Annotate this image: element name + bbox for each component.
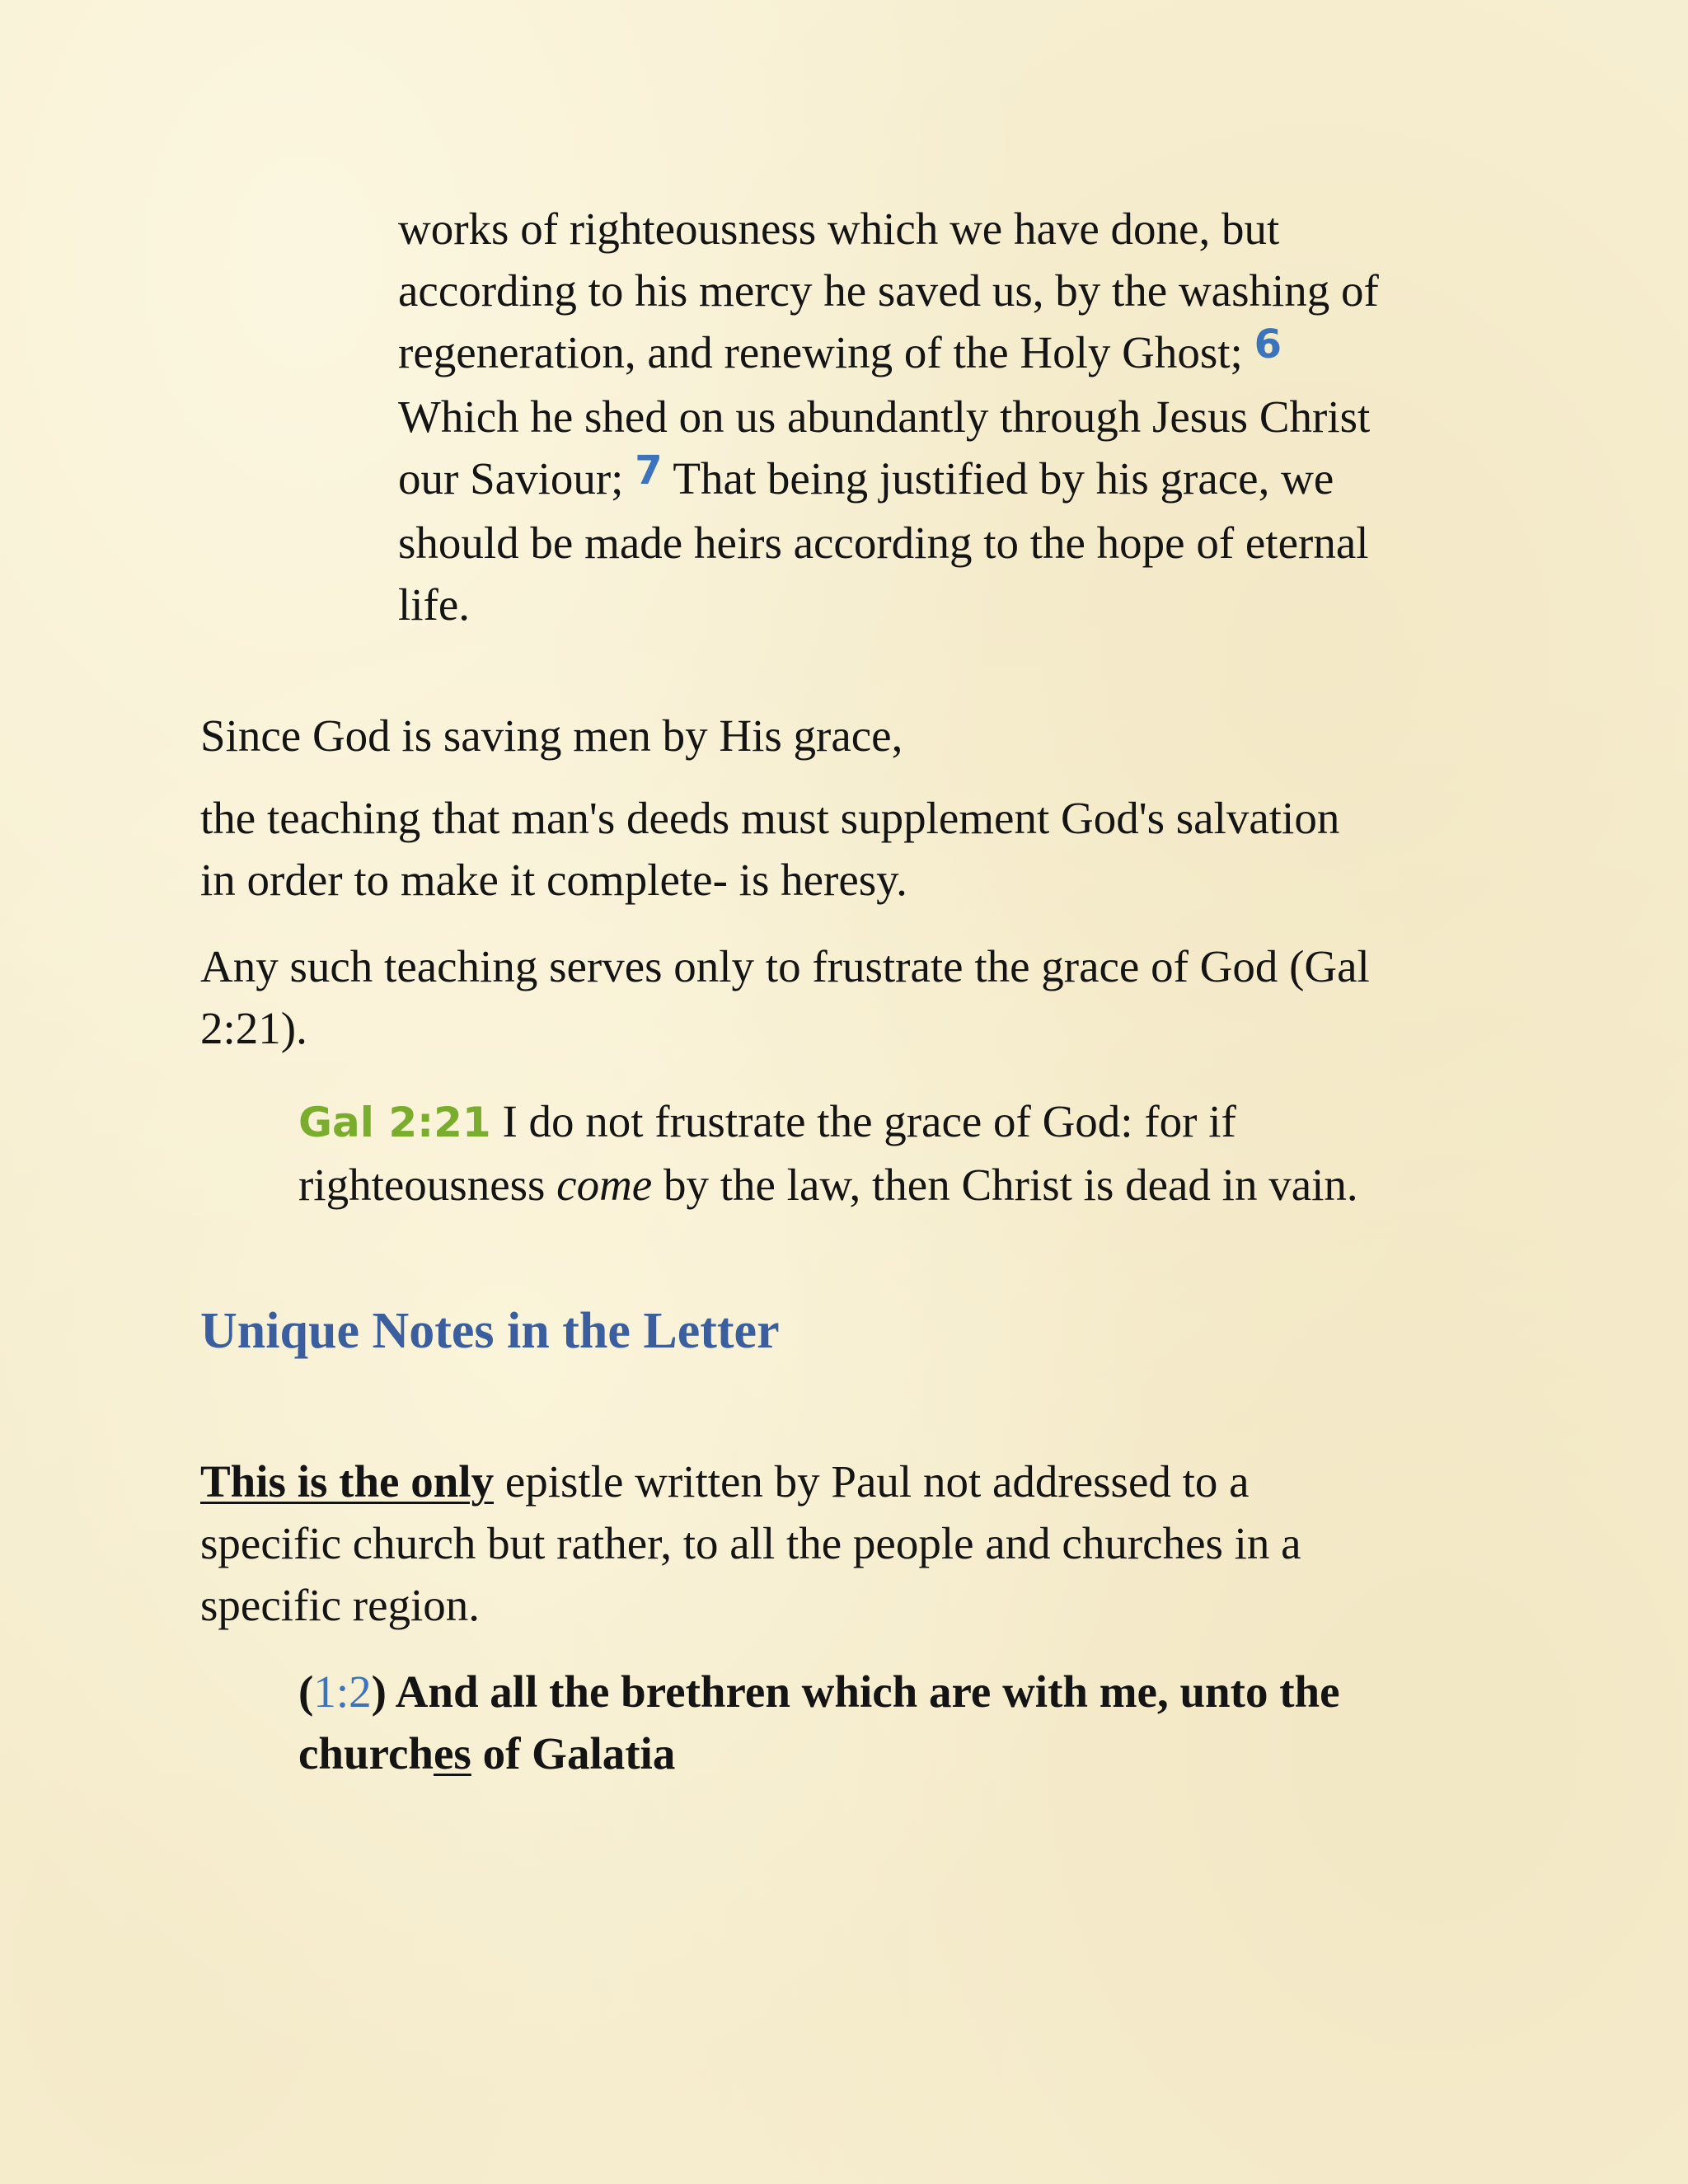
quote-text: righteousness	[298, 1160, 546, 1210]
emphasis-text: This is the only	[200, 1456, 495, 1507]
section-heading: Unique Notes in the Letter	[200, 1303, 780, 1359]
galatians-quote-block	[298, 1090, 1535, 1216]
paragraph-line	[200, 1451, 1519, 1512]
quote-line: life.	[398, 579, 471, 630]
quote-line	[298, 1090, 1535, 1154]
quote-line: Which he shed on us abundantly through Jesus Christ	[398, 391, 1371, 442]
quote-line: should be made heirs according to the hope of eternal	[398, 518, 1369, 568]
verse-number-7: 7	[635, 448, 663, 494]
scripture-reference: 1:2	[313, 1666, 372, 1717]
quote-line	[298, 1154, 1535, 1216]
titus-quote-block	[398, 198, 1536, 635]
quote-text: ) And all the brethren which are with me, unto the	[371, 1666, 1340, 1717]
quote-text: our Saviour;	[398, 453, 624, 504]
paragraph-grace	[200, 705, 1519, 766]
quote-line: works of righteousness which we have done, but	[398, 204, 1280, 254]
quote-text: I do not frustrate the grace of God: for if	[502, 1096, 1236, 1146]
paragraph-frustrate	[200, 935, 1519, 1059]
quote-line	[298, 1661, 1535, 1722]
quote-line	[398, 448, 1536, 512]
verse-number-6: 6	[1254, 321, 1282, 368]
italic-word: come	[556, 1160, 653, 1210]
paragraph-text: Since God is saving men by His grace,	[200, 710, 903, 761]
paren: (	[298, 1666, 314, 1717]
quote-text: That being justified by his grace, we	[673, 453, 1334, 504]
paragraph-heresy	[200, 787, 1519, 911]
paragraph-text: Any such teaching serves only to frustrate the grace of God (Gal	[200, 941, 1370, 991]
paragraph-text: the teaching that man's deeds must supplement God's salvation	[200, 793, 1340, 843]
galatia-quote-block	[298, 1661, 1535, 1784]
quote-text: church	[298, 1728, 434, 1779]
quote-text: of Galatia	[482, 1728, 676, 1779]
quote-text: by the law, then Christ is dead in vain.	[663, 1160, 1358, 1210]
paragraph-text: specific church but rather, to all the people and churches in a	[200, 1518, 1301, 1568]
scripture-reference: Gal 2:21	[298, 1099, 491, 1146]
quote-text: regeneration, and renewing of the Holy Ghost;	[398, 327, 1243, 377]
quote-line	[298, 1722, 1535, 1784]
paragraph-text: 2:21).	[200, 1003, 307, 1053]
underlined-text: es	[434, 1728, 471, 1779]
paragraph-text: epistle written by Paul not addressed to a	[504, 1456, 1250, 1507]
quote-line	[398, 321, 1536, 386]
quote-line: according to his mercy he saved us, by the washing of	[398, 265, 1379, 316]
paragraph-text: in order to make it complete- is heresy.	[200, 855, 907, 905]
paragraph-text: specific region.	[200, 1580, 481, 1630]
paragraph-unique-note	[200, 1451, 1519, 1636]
